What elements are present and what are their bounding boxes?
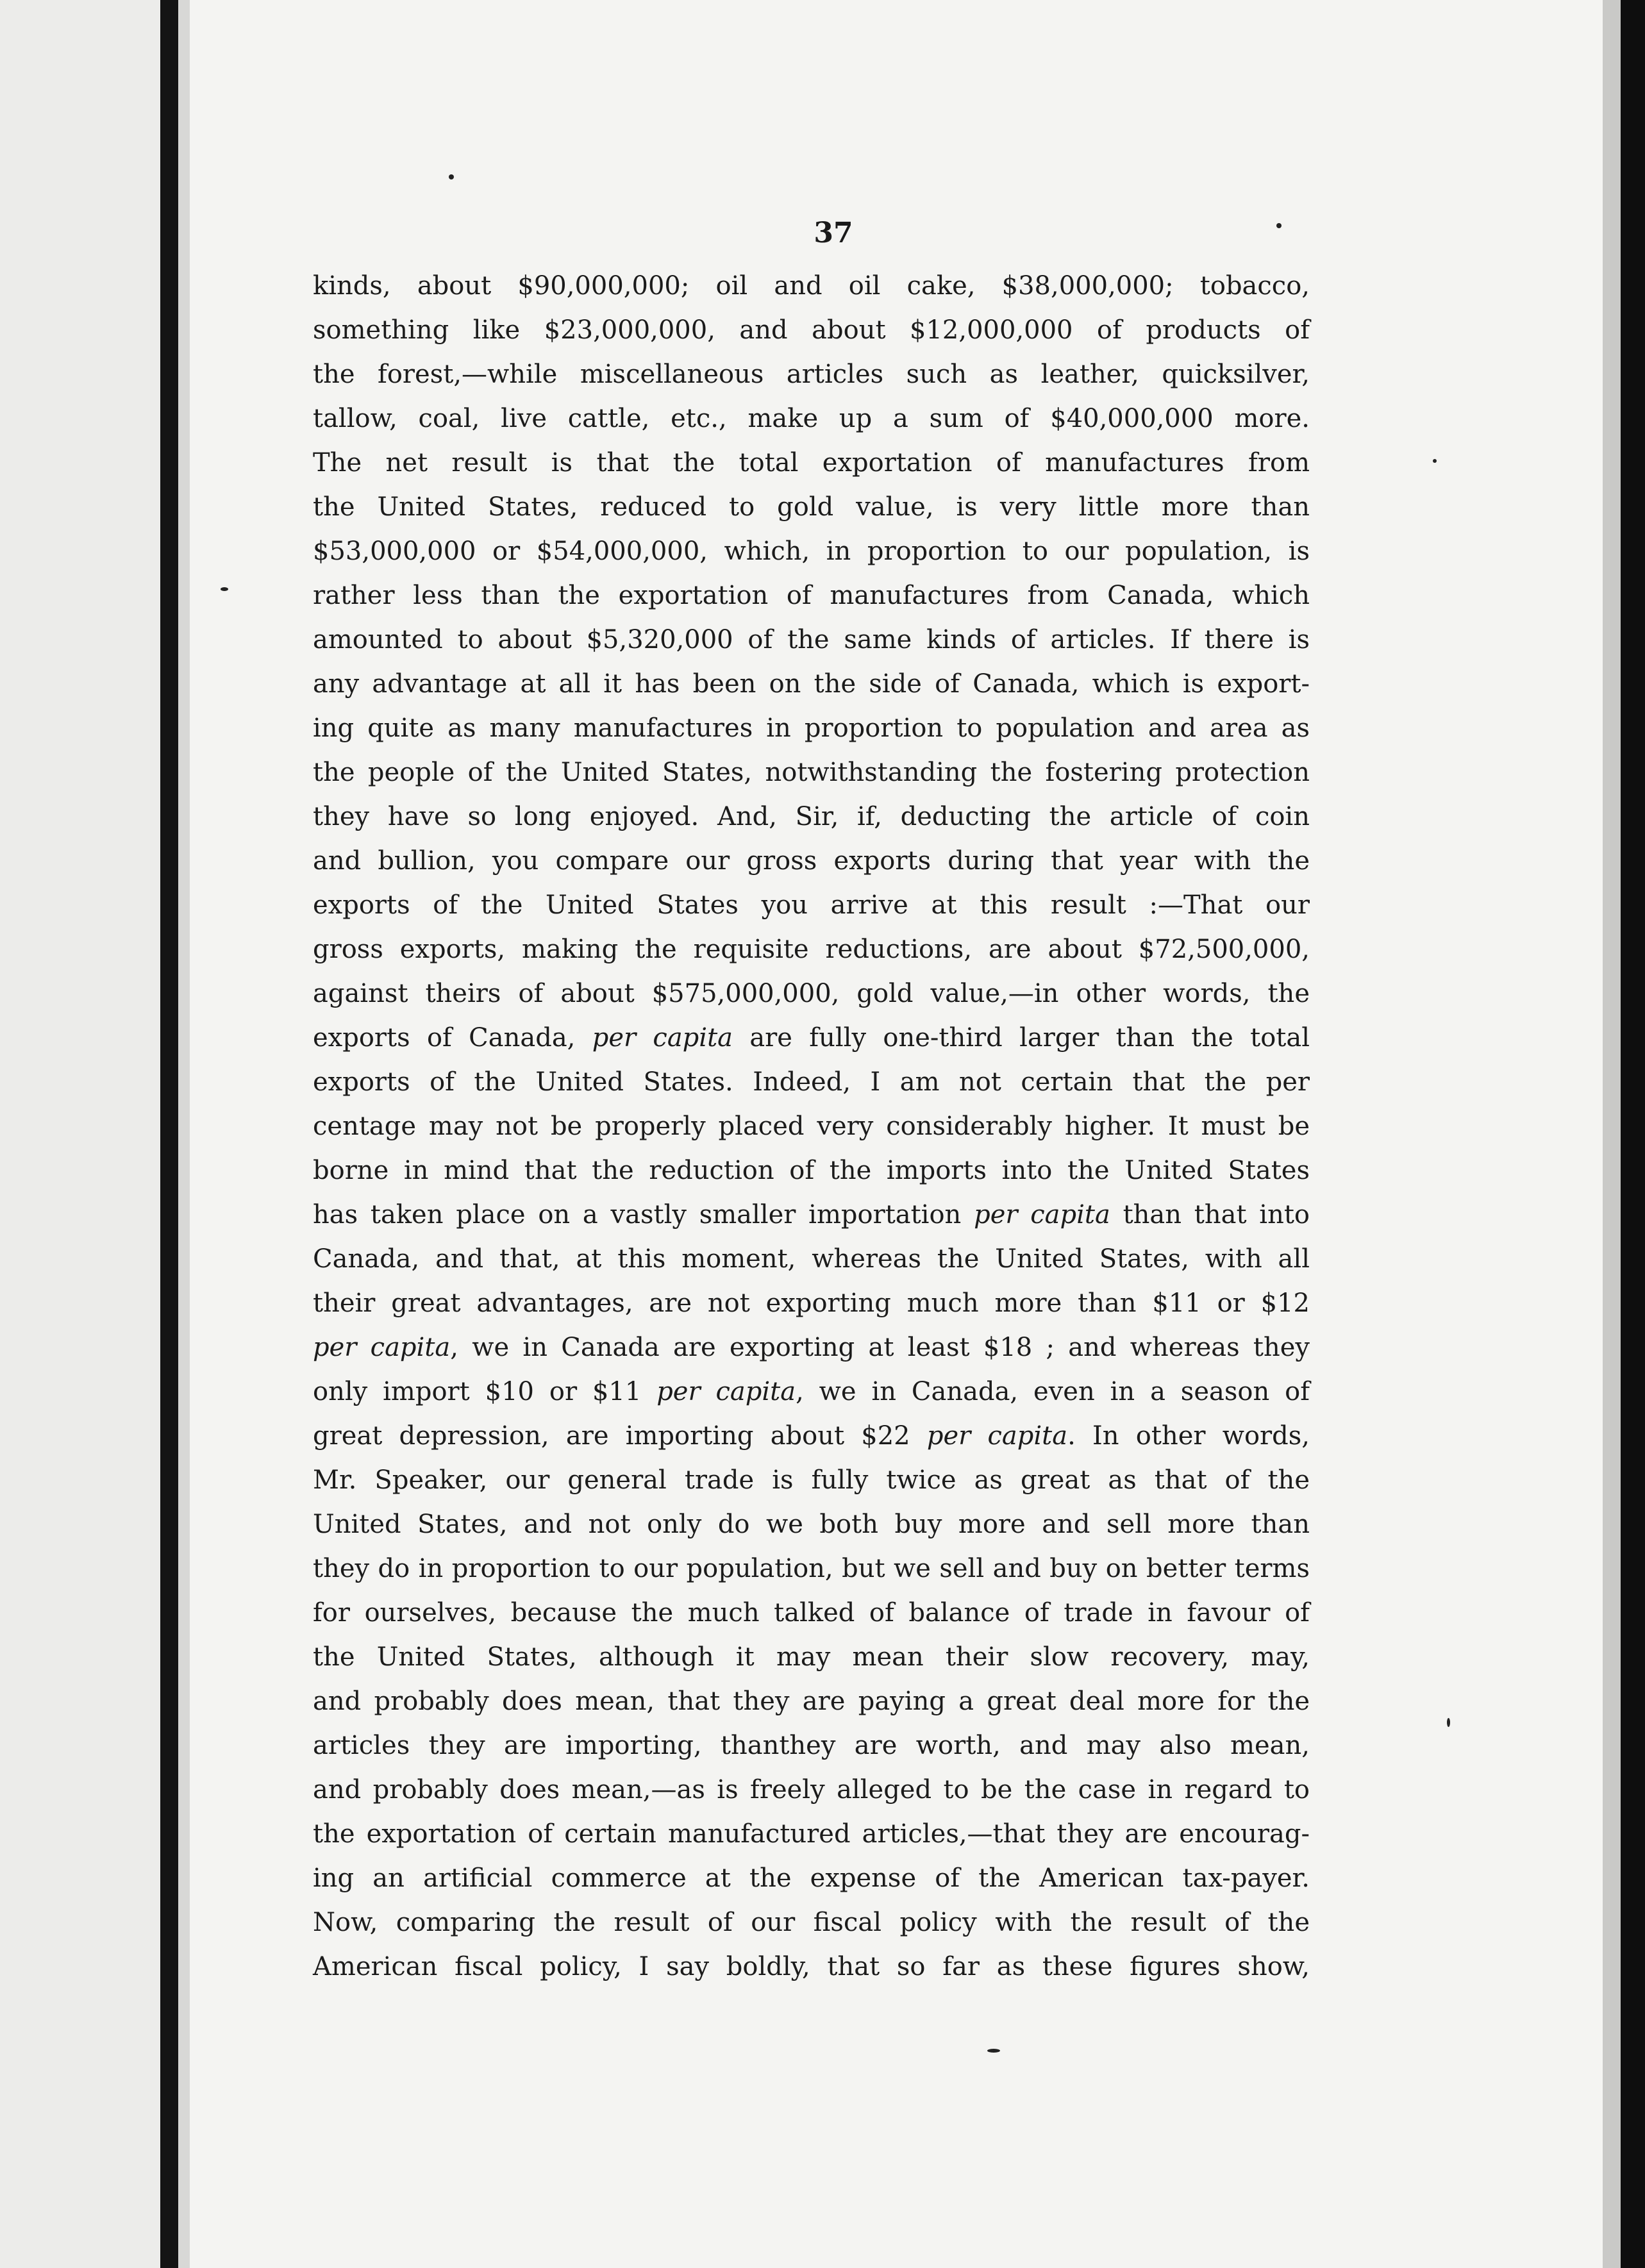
text-line: and bullion, you compare our gross exports during that year with the [313, 846, 1310, 876]
text-line: Mr. Speaker, our general trade is fully twice as great as that of the [313, 1465, 1310, 1495]
text-line: the people of the United States, notwithstanding the fostering protection [313, 758, 1310, 787]
scan-speck [1447, 1718, 1450, 1727]
text-line: $53,000,000 or $54,000,000, which, in proportion to our population, is [313, 537, 1310, 566]
text-line: great depression, are importing about $22 per capita. In other words, [313, 1421, 1310, 1451]
body-text [313, 264, 1310, 1989]
text-line: United States, and not only do we both buy more and sell more than [313, 1510, 1310, 1539]
text-line: Canada, and that, at this moment, whereas the United States, with all [313, 1244, 1310, 1274]
text-line: they have so long enjoyed. And, Sir, if, deducting the article of coin [313, 802, 1310, 831]
text-line: the United States, reduced to gold value, is very little more than [313, 492, 1310, 522]
text-line: and probably does mean,—as is freely alleged to be the case in regard to [313, 1775, 1310, 1805]
text-line: the forest,—while miscellaneous articles such as leather, quicksilver, [313, 360, 1310, 389]
scan-border [1621, 0, 1645, 2268]
text-line: American fiscal policy, I say boldly, that so far as these figures show, [313, 1952, 1310, 1981]
page-number: 37 [814, 217, 853, 249]
scan-speck [221, 587, 228, 591]
text-line: per capita, we in Canada are exporting at least $18 ; and whereas they [313, 1333, 1310, 1362]
text-line: ing an artificial commerce at the expense of the American tax-payer. [313, 1864, 1310, 1893]
text-line: the exportation of certain manufactured articles,—that they are encourag- [313, 1819, 1310, 1849]
text-line: exports of Canada, per capita are fully one-third larger than the total [313, 1023, 1310, 1053]
text-line: rather less than the exportation of manufactures from Canada, which [313, 581, 1310, 610]
text-line: borne in mind that the reduction of the imports into the United States [313, 1156, 1310, 1185]
scan-speck [1433, 459, 1437, 463]
text-line: centage may not be properly placed very considerably higher. It must be [313, 1112, 1310, 1141]
page-gutter [178, 0, 190, 2268]
text-line: amounted to about $5,320,000 of the same kinds of articles. If there is [313, 625, 1310, 655]
text-line: any advantage at all it has been on the side of Canada, which is export- [313, 669, 1310, 699]
page-edge-shadow [1603, 0, 1621, 2268]
text-line: their great advantages, are not exporting much more than $11 or $12 [313, 1288, 1310, 1318]
facing-page-edge [0, 0, 160, 2268]
text-line: The net result is that the total exportation of manufactures from [313, 448, 1310, 478]
text-line: they do in proportion to our population, but we sell and buy on better terms [313, 1554, 1310, 1583]
scan-speck [449, 174, 454, 179]
text-line: and probably does mean, that they are paying a great deal more for the [313, 1687, 1310, 1716]
text-line: articles they are importing, thanthey are worth, and may also mean, [313, 1731, 1310, 1760]
text-line: ing quite as many manufactures in proportion to population and area as [313, 713, 1310, 743]
text-line: only import $10 or $11 per capita, we in Canada, even in a season of [313, 1377, 1310, 1406]
text-line: Now, comparing the result of our fiscal policy with the result of the [313, 1908, 1310, 1937]
text-line: something like $23,000,000, and about $12,000,000 of products of [313, 315, 1310, 345]
text-line: kinds, about $90,000,000; oil and oil cake, $38,000,000; tobacco, [313, 271, 1310, 301]
text-line: has taken place on a vastly smaller importation per capita than that into [313, 1200, 1310, 1230]
text-line: the United States, although it may mean their slow recovery, may, [313, 1642, 1310, 1672]
scan-speck [1276, 223, 1282, 228]
text-line: tallow, coal, live cattle, etc., make up a sum of $40,000,000 more. [313, 404, 1310, 433]
text-line: against theirs of about $575,000,000, gold value,—in other words, the [313, 979, 1310, 1008]
scan-speck [987, 2049, 1000, 2053]
text-line: exports of the United States you arrive at this result :—That our [313, 890, 1310, 920]
text-line: exports of the United States. Indeed, I am not certain that the per [313, 1067, 1310, 1097]
book-spine [160, 0, 178, 2268]
text-line: for ourselves, because the much talked of balance of trade in favour of [313, 1598, 1310, 1628]
text-line: gross exports, making the requisite reductions, are about $72,500,000, [313, 935, 1310, 964]
